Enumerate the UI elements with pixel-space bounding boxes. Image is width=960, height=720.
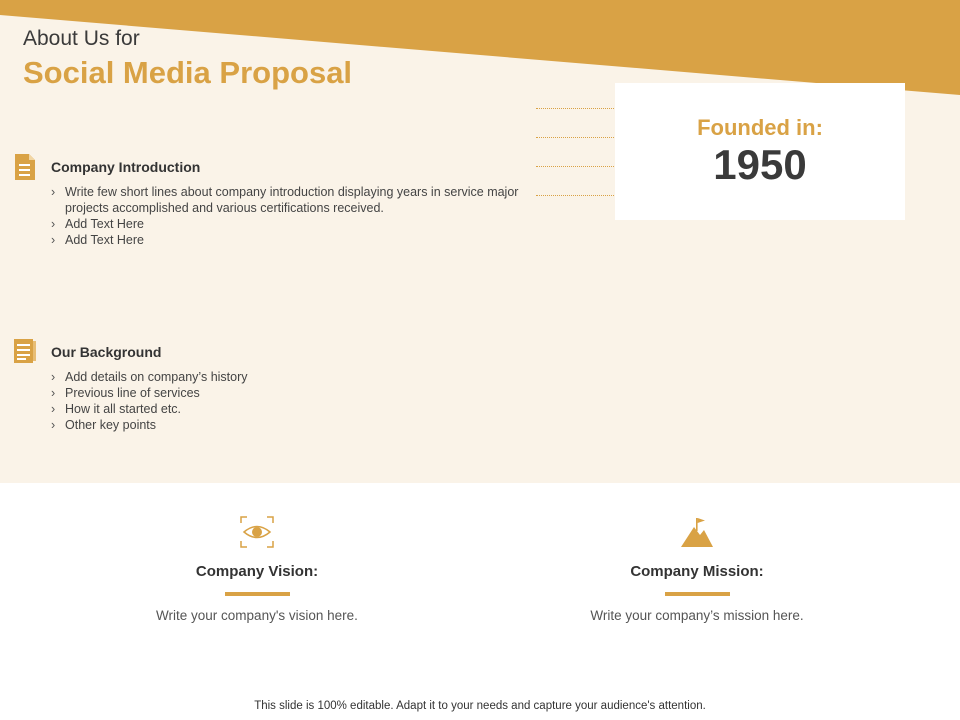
footer-note: This slide is 100% editable. Adapt it to your needs and capture your audience's attention. xyxy=(254,700,706,712)
bullet-text: Add details on company’s history xyxy=(65,370,248,384)
eye-icon xyxy=(239,515,275,549)
list-item xyxy=(51,216,521,232)
bullet-text: Write few short lines about company introduction displaying years in service major projects accomplished and various certifications received. xyxy=(65,185,519,215)
mission-block xyxy=(547,515,847,623)
mission-text: Write your company’s mission here. xyxy=(590,608,804,623)
list-item xyxy=(51,232,521,248)
chevron-right-icon: › xyxy=(51,386,56,400)
chevron-right-icon: › xyxy=(51,370,56,384)
bullet-text: Add Text Here xyxy=(65,217,144,231)
founded-card xyxy=(615,83,905,220)
section-heading: Company Introduction xyxy=(51,159,201,175)
vision-heading: Company Vision: xyxy=(195,563,319,580)
bullet-text: How it all started etc. xyxy=(65,402,182,416)
bullet-text: Add Text Here xyxy=(65,233,144,247)
list-item xyxy=(51,385,521,401)
chevron-right-icon: › xyxy=(51,233,56,247)
bullet-list xyxy=(51,184,521,248)
bullet-list xyxy=(51,369,521,433)
bullet-text: Previous line of services xyxy=(65,386,200,400)
chevron-right-icon: › xyxy=(51,418,56,432)
bullet-text: Other key points xyxy=(65,418,157,432)
mountain-flag-icon xyxy=(679,515,715,549)
list-item xyxy=(51,184,521,216)
founded-year: 1950 xyxy=(713,141,807,188)
vision-text: Write your company's vision here. xyxy=(156,608,358,623)
chevron-right-icon: › xyxy=(51,185,56,199)
founded-label: Founded in: xyxy=(697,115,823,140)
title-line-1: About Us for xyxy=(23,27,140,50)
mission-underline xyxy=(665,592,730,596)
list-item xyxy=(51,417,521,433)
list-item xyxy=(51,369,521,385)
chevron-right-icon: › xyxy=(51,402,56,416)
list-item xyxy=(51,401,521,417)
section-heading: Our Background xyxy=(51,344,162,360)
notebook-icon xyxy=(13,337,37,365)
vision-block xyxy=(107,515,407,623)
mission-heading: Company Mission: xyxy=(630,563,764,580)
document-icon xyxy=(13,153,37,181)
title-line-2: Social Media Proposal xyxy=(23,55,353,90)
chevron-right-icon: › xyxy=(51,217,56,231)
vision-underline xyxy=(225,592,290,596)
